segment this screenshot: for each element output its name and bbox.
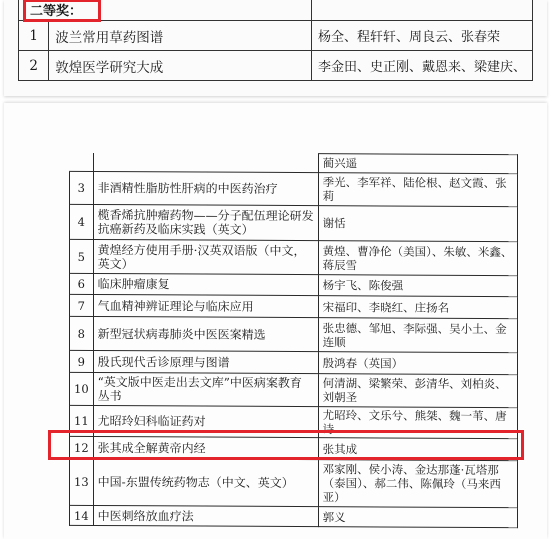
row-number: 11 bbox=[70, 405, 94, 436]
table-row bbox=[70, 171, 518, 206]
table-header-cell bbox=[93, 152, 318, 172]
row-number: 13 bbox=[70, 458, 94, 505]
book-title: 殷氏现代舌诊原理与图谱 bbox=[93, 350, 318, 373]
row-number: 4 bbox=[70, 204, 94, 239]
table-row bbox=[70, 372, 518, 407]
book-title: 黄煌经方使用手册·汉英双语版（中文，英文） bbox=[93, 239, 318, 274]
author-names: 杨全、程轩轩、周良云、张春荣 bbox=[311, 21, 532, 51]
book-title: 榄香烯抗肿瘤药物——分子配伍理论研发抗癌新药及临床实践（英文） bbox=[93, 204, 318, 240]
book-title: 尤昭玲妇科临证药对 bbox=[93, 405, 318, 437]
main-award-snippet bbox=[4, 103, 547, 539]
author-names: 邓家刚、侯小涛、金达那蓬·瓦塔那（泰国）、郝二伟、陈佩玲（马来西亚） bbox=[318, 460, 517, 508]
table-row bbox=[70, 239, 518, 275]
author-names: 尤昭玲、文乐兮、熊桀、魏一苇、唐诗 bbox=[318, 407, 517, 439]
book-title: 临床肿瘤康复 bbox=[93, 273, 318, 295]
author-names: 宋福印、李晓红、庄扬名 bbox=[318, 296, 517, 319]
author-names: 黄煌、曹净伦（美国）、朱敏、米鑫、蒋辰雪 bbox=[318, 241, 517, 276]
row-number: 3 bbox=[70, 171, 94, 204]
row-number: 5 bbox=[70, 239, 94, 273]
book-title: “英文版中医走出去文库”中医病案教育丛书 bbox=[93, 372, 318, 406]
table-header-row bbox=[70, 152, 518, 173]
row-number: 14 bbox=[70, 505, 94, 525]
highlight-box-row-12 bbox=[48, 430, 524, 460]
author-names: 李金田、史正刚、戴恩来、梁建庆、 bbox=[311, 51, 532, 81]
book-title: 敦煌医学研究大成 bbox=[49, 51, 312, 81]
author-names: 何清湖、梁繁荣、彭清华、刘柏炎、刘朝圣 bbox=[318, 374, 517, 408]
top-award-snippet bbox=[4, 0, 547, 96]
book-title: 中医刺络放血疗法 bbox=[93, 505, 318, 526]
table-row bbox=[70, 273, 518, 296]
table-row bbox=[70, 505, 518, 527]
author-names: 殷鸿春（英国） bbox=[318, 352, 517, 375]
row-number: 9 bbox=[70, 350, 94, 372]
book-title: 张其成全解黄帝内经 bbox=[93, 436, 318, 459]
book-title: 非酒精性脂肪性肝病的中医药治疗 bbox=[93, 171, 318, 205]
table-header-names bbox=[311, 0, 532, 21]
award-level-label: 二等奖： bbox=[30, 4, 83, 19]
author-names: 郭义 bbox=[318, 507, 517, 528]
author-names: 谢恬 bbox=[318, 206, 517, 242]
row-number: 6 bbox=[70, 273, 94, 294]
row-number: 7 bbox=[70, 294, 94, 316]
table-row bbox=[70, 350, 518, 374]
book-title: 气血精神辨证理论与临床应用 bbox=[93, 294, 318, 317]
table-row bbox=[19, 51, 533, 81]
table-row bbox=[70, 204, 518, 241]
table-row bbox=[70, 458, 518, 507]
table-row bbox=[70, 316, 518, 352]
book-title: 波兰常用草药图谱 bbox=[49, 21, 312, 51]
table-row bbox=[70, 294, 518, 318]
book-title: 新型冠状病毒肺炎中医医案精选 bbox=[93, 316, 318, 351]
row-number: 8 bbox=[70, 316, 94, 350]
row-number: 12 bbox=[70, 436, 94, 458]
row-number: 10 bbox=[70, 372, 94, 405]
highlight-box-award-label bbox=[23, 0, 101, 22]
author-names: 张忠德、邹旭、李际强、吴小土、金连顺 bbox=[318, 318, 517, 353]
continued-names: 蔺兴遥 bbox=[318, 154, 517, 174]
row-number: 2 bbox=[19, 51, 49, 81]
row-number: 1 bbox=[19, 21, 49, 51]
author-names: 杨宇飞、陈俊强 bbox=[318, 275, 517, 297]
author-names: 季光、李军祥、陆伦根、赵文霞、张莉 bbox=[318, 173, 517, 207]
book-title: 中国-东盟传统药物志（中文、英文） bbox=[93, 458, 318, 506]
main-award-table bbox=[69, 152, 518, 528]
author-names: 张其成 bbox=[318, 438, 517, 461]
table-header-cell bbox=[70, 152, 94, 171]
table-row bbox=[19, 21, 533, 51]
